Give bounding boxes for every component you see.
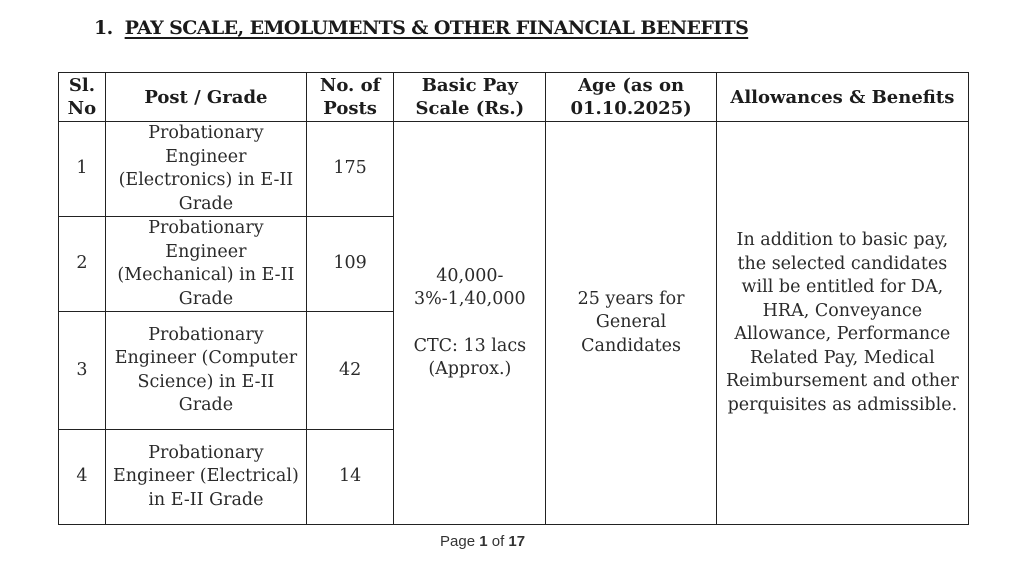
header-sl-no: Sl. No	[59, 73, 106, 122]
header-post-grade: Post / Grade	[105, 73, 306, 122]
cell-sl-no: 3	[59, 312, 106, 430]
page-word: Page	[440, 533, 476, 550]
cell-post: Probationary Engineer (Electrical) in E-II Grade	[105, 430, 306, 525]
total-pages: 17	[508, 533, 526, 550]
header-allowances: Allowances & Benefits	[716, 73, 968, 122]
cell-posts: 14	[306, 430, 393, 525]
cell-age: 25 years for General Candidates	[546, 122, 716, 525]
basic-pay-ctc: CTC: 13 lacs (Approx.)	[413, 335, 527, 379]
of-word: of	[491, 533, 505, 550]
basic-pay-scale: 40,000-3%-1,40,000	[414, 265, 526, 309]
section-title: PAY SCALE, EMOLUMENTS & OTHER FINANCIAL BENEFITS	[124, 17, 749, 39]
cell-post: Probationary Engineer (Electronics) in E-II Grade	[105, 122, 306, 217]
cell-sl-no: 1	[59, 122, 106, 217]
page-indicator	[440, 533, 525, 550]
header-no-of-posts: No. of Posts	[306, 73, 393, 122]
cell-posts: 175	[306, 122, 393, 217]
cell-post: Probationary Engineer (Computer Science) in E-II Grade	[105, 312, 306, 430]
cell-post: Probationary Engineer (Mechanical) in E-II Grade	[105, 217, 306, 312]
table-row	[59, 122, 969, 217]
current-page: 1	[479, 533, 488, 550]
section-heading	[94, 17, 748, 39]
cell-allowances: In addition to basic pay, the selected candidates will be entitled for DA, HRA, Conveyance Allowance, Performance Related Pay, Medical Reimbursement and other perquisites as admissible.	[716, 122, 968, 525]
cell-basic-pay	[394, 122, 546, 525]
table-header-row	[59, 73, 969, 122]
header-age: Age (as on 01.10.2025)	[546, 73, 716, 122]
cell-posts: 109	[306, 217, 393, 312]
pay-scale-table	[58, 72, 969, 525]
cell-posts: 42	[306, 312, 393, 430]
cell-sl-no: 2	[59, 217, 106, 312]
cell-sl-no: 4	[59, 430, 106, 525]
section-number: 1.	[94, 17, 113, 39]
header-basic-pay: Basic Pay Scale (Rs.)	[394, 73, 546, 122]
